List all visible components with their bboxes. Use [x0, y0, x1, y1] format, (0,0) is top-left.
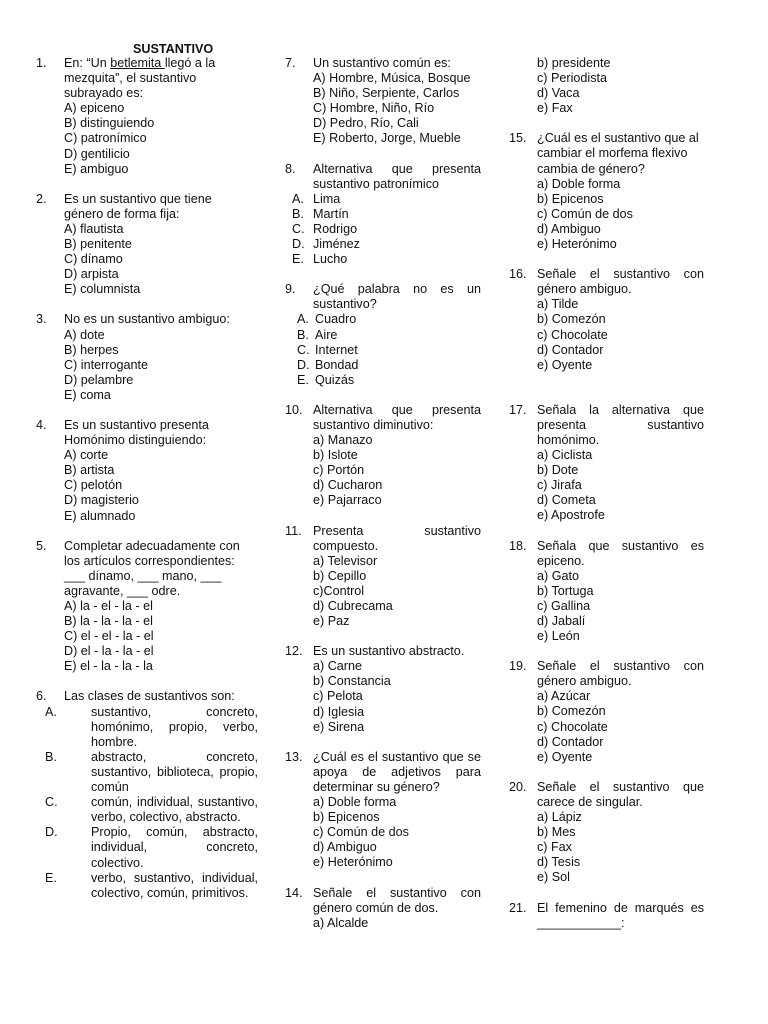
question-number: 15. [509, 131, 527, 146]
option: b) Islote [313, 448, 358, 463]
option: d) Tesis [537, 855, 581, 870]
question-text: Completar adecuadamente con [64, 538, 240, 553]
question-number: 13. [285, 749, 303, 764]
question-text: ¿Cuál es el sustantivo que se [313, 749, 481, 764]
question-text: género ambiguo. [537, 282, 632, 297]
option: a) Doble forma [313, 795, 397, 810]
option: a) Ciclista [537, 448, 593, 463]
question-18 [509, 539, 704, 645]
question-text: género de forma fija: [64, 206, 180, 221]
option: d) Jabalí [537, 614, 586, 628]
question-number: 2. [36, 191, 47, 206]
question-12 [285, 644, 481, 735]
option: a) Carne [313, 659, 362, 674]
option: a) Manazo [313, 433, 373, 448]
question-10 [285, 403, 481, 509]
question-text: En: “Un betlemita llegó a la [64, 56, 216, 70]
question-text: ¿Cuál es el sustantivo que al [537, 131, 699, 146]
question-text: subrayado es: [64, 86, 144, 101]
option: B) la - la - la - el [64, 614, 153, 629]
option: b) Comezón [537, 312, 606, 327]
option: c) Periodista [537, 71, 607, 86]
question-13 [285, 750, 481, 871]
option: e) Fax [537, 101, 573, 116]
option: D) pelambre [64, 372, 134, 387]
option: c) Chocolate [537, 719, 608, 734]
option: c) Portón [313, 463, 365, 478]
option: A. Cuadro [297, 312, 357, 327]
question-number: 9. [285, 282, 296, 297]
question-1 [36, 56, 258, 177]
question-3 [36, 312, 258, 403]
question-text: No es un sustantivo ambiguo: [64, 312, 230, 327]
option: D. Bondad [297, 357, 359, 372]
option: C. Rodrigo [292, 221, 358, 236]
option: e) León [537, 629, 580, 644]
option: B) penitente [64, 237, 132, 252]
option: d) Contador [537, 734, 604, 749]
option: c) Común de dos [313, 825, 409, 840]
option: d) Contador [537, 342, 604, 357]
question-text: género común de dos. [313, 900, 439, 915]
question-number: 7. [285, 56, 296, 70]
question-text: Homónimo distinguiendo: [64, 433, 207, 448]
option: d) Ambiguo [537, 221, 601, 236]
option: b) Tortuga [537, 583, 594, 598]
question-text: homónimo. [537, 432, 600, 447]
option: d) Vaca [537, 86, 580, 101]
option: B) Niño, Serpiente, Carlos [313, 86, 460, 101]
option: b) Dote [537, 463, 579, 478]
option: B. Aire [297, 327, 338, 342]
option: d) Cucharon [313, 478, 383, 493]
option: e) Sol [537, 870, 570, 885]
option: b) Comezón [537, 704, 606, 719]
question-14 [285, 886, 481, 931]
option: E) ambiguo [64, 161, 129, 176]
option: d) Cubrecama [313, 599, 393, 613]
option: A. Lima [292, 191, 341, 206]
option: C. común, individual, sustantivo, verbo, colectivo, abstracto. [45, 795, 258, 825]
option: D) gentilicio [64, 146, 130, 161]
question-text: Señale el sustantivo con [537, 267, 704, 282]
question-number: 14. [285, 885, 303, 900]
document-title: SUSTANTIVO [133, 42, 214, 56]
question-number: 10. [285, 402, 303, 417]
question-text: carece de singular. [537, 794, 643, 809]
question-text: mezquita”, el sustantivo [64, 71, 197, 86]
option: c) Jirafa [537, 478, 582, 493]
option: a) Alcalde [313, 915, 369, 930]
question-14-continued [509, 56, 704, 116]
question-text: cambia de género? [537, 161, 645, 176]
option: a) Tilde [537, 297, 579, 312]
underlined-word: betlemita [110, 56, 165, 70]
question-text: Alternativa que presenta [313, 402, 481, 417]
question-11 [285, 524, 481, 630]
column-1 [36, 41, 258, 901]
question-16 [509, 267, 704, 373]
option: E. Quizás [297, 372, 355, 387]
question-number: 5. [36, 538, 47, 553]
option: E. verbo, sustantivo, individual, colectivo, común, primitivos. [45, 870, 258, 900]
question-number: 20. [509, 779, 527, 794]
question-text: Un sustantivo común es: [313, 56, 451, 70]
option: B. Martín [292, 206, 349, 221]
option: b) Epicenos [313, 810, 380, 825]
option: c) Fax [537, 840, 572, 855]
question-text: apoya de adjetivos para [313, 764, 481, 779]
option: B) distinguiendo [64, 116, 155, 131]
option: b) presidente [537, 56, 611, 70]
question-17 [509, 403, 704, 524]
question-number: 16. [509, 267, 527, 282]
question-text: sustantivo patronímico [313, 176, 439, 191]
answer-blank: ____________: [537, 915, 625, 930]
option: D) Pedro, Río, Cali [313, 116, 419, 131]
option: e) Apostrofe [537, 508, 605, 523]
option: d) Cometa [537, 493, 596, 508]
option: D. Jiménez [292, 237, 360, 252]
option: C) patronímico [64, 131, 147, 146]
question-4 [36, 418, 258, 524]
option: A) la - el - la - el [64, 599, 153, 613]
question-text: Es un sustantivo que tiene [64, 191, 212, 206]
question-text: Señale el sustantivo que [537, 779, 704, 794]
option: E. Lucho [292, 252, 348, 267]
question-number: 17. [509, 402, 527, 417]
option: D) arpista [64, 267, 119, 282]
column-2 [285, 41, 481, 931]
column-3 [509, 41, 704, 931]
question-2 [36, 192, 258, 298]
question-number: 21. [509, 900, 527, 915]
option: a) Gato [537, 568, 579, 583]
option: E) coma [64, 387, 111, 402]
option: C) Hombre, Niño, Río [313, 101, 435, 116]
question-text: agravante, ___ odre. [64, 583, 181, 598]
option: e) Oyente [537, 749, 593, 764]
question-15 [509, 131, 704, 252]
question-number: 12. [285, 644, 303, 659]
option: C) pelotón [64, 478, 123, 493]
question-text: cambiar el morfema flexivo [537, 146, 688, 161]
question-number: 8. [285, 161, 296, 176]
question-6-options [36, 705, 258, 901]
option: d) Iglesia [313, 704, 365, 719]
option: A) dote [64, 327, 105, 342]
option: c) Chocolate [537, 327, 608, 342]
option: a) Lápiz [537, 810, 582, 825]
option: e) Oyente [537, 357, 593, 372]
option: B) herpes [64, 342, 119, 357]
question-text: Señale el sustantivo con [313, 885, 481, 900]
option: C. Internet [297, 342, 358, 357]
option: c) Pelota [313, 689, 363, 704]
question-text: ___ dínamo, ___ mano, ___ [64, 568, 222, 583]
question-number: 4. [36, 417, 47, 432]
option: c)Control [313, 583, 365, 598]
option: a) Doble forma [537, 176, 621, 191]
question-text: Las clases de sustantivos son: [64, 689, 235, 704]
option: c) Común de dos [537, 206, 633, 221]
question-number: 18. [509, 538, 527, 553]
question-7 [285, 56, 481, 147]
option: c) Gallina [537, 598, 591, 613]
question-text: género ambiguo. [537, 674, 632, 689]
question-text: Es un sustantivo abstracto. [313, 644, 465, 659]
option: B. abstracto, concreto, sustantivo, biblioteca, propio, común [45, 749, 258, 795]
question-text: Señale el sustantivo con [537, 659, 704, 674]
question-21 [509, 901, 704, 931]
option: C) interrogante [64, 357, 148, 372]
option: b) Constancia [313, 674, 391, 689]
question-19 [509, 659, 704, 765]
question-20 [509, 780, 704, 886]
question-text: Presenta sustantivo [313, 523, 481, 538]
question-text: compuesto. [313, 538, 379, 553]
question-text: ¿Qué palabra no es un [313, 282, 481, 297]
question-text: presenta sustantivo [537, 417, 704, 432]
option: E) Roberto, Jorge, Mueble [313, 131, 461, 146]
option: A) Hombre, Música, Bosque [313, 71, 471, 86]
question-number: 19. [509, 659, 527, 674]
question-text: Señala la alternativa que [537, 402, 704, 417]
option: A) flautista [64, 221, 124, 236]
question-text: El femenino de marqués es [537, 900, 704, 915]
option: D) el - la - la - el [64, 644, 154, 659]
option: a) Azúcar [537, 689, 591, 704]
question-text: Es un sustantivo presenta [64, 417, 209, 432]
option: b) Mes [537, 825, 576, 840]
option: b) Epicenos [537, 191, 604, 206]
option: C) dínamo [64, 252, 123, 267]
option: D. Propio, común, abstracto, individual, concreto, colectivo. [45, 825, 258, 870]
option: C) el - el - la - el [64, 629, 154, 644]
question-text: Señala que sustantivo es [537, 538, 704, 553]
question-6 [36, 689, 258, 704]
option: d) Ambiguo [313, 840, 377, 855]
option: E) el - la - la - la [64, 659, 153, 674]
option: A) epiceno [64, 101, 125, 116]
question-number: 3. [36, 312, 47, 327]
question-9 [285, 282, 481, 388]
option: A) corte [64, 448, 109, 463]
option: e) Sirena [313, 719, 365, 734]
question-text: sustantivo? [313, 297, 377, 312]
question-number: 11. [285, 523, 302, 538]
question-number: 6. [36, 689, 47, 704]
option: e) Heterónimo [537, 237, 617, 252]
option: E) alumnado [64, 508, 136, 523]
option: B) artista [64, 463, 115, 478]
question-text: epiceno. [537, 553, 585, 568]
question-text: los artículos correspondientes: [64, 553, 235, 568]
option: b) Cepillo [313, 568, 367, 583]
option: e) Paz [313, 614, 350, 629]
option: A. sustantivo, concreto, homónimo, propio, verbo, hombre. [45, 704, 258, 749]
question-5 [36, 539, 258, 675]
question-text: determinar su género? [313, 779, 440, 794]
option: D) magisterio [64, 493, 139, 508]
option: e) Heterónimo [313, 855, 393, 870]
option: a) Televisor [313, 553, 378, 568]
option: E) columnista [64, 282, 141, 297]
question-number: 1. [36, 56, 47, 70]
question-text: sustantivo diminutivo: [313, 417, 434, 432]
question-8 [285, 162, 481, 268]
option: e) Pajarraco [313, 493, 382, 508]
question-text: Alternativa que presenta [313, 161, 481, 176]
